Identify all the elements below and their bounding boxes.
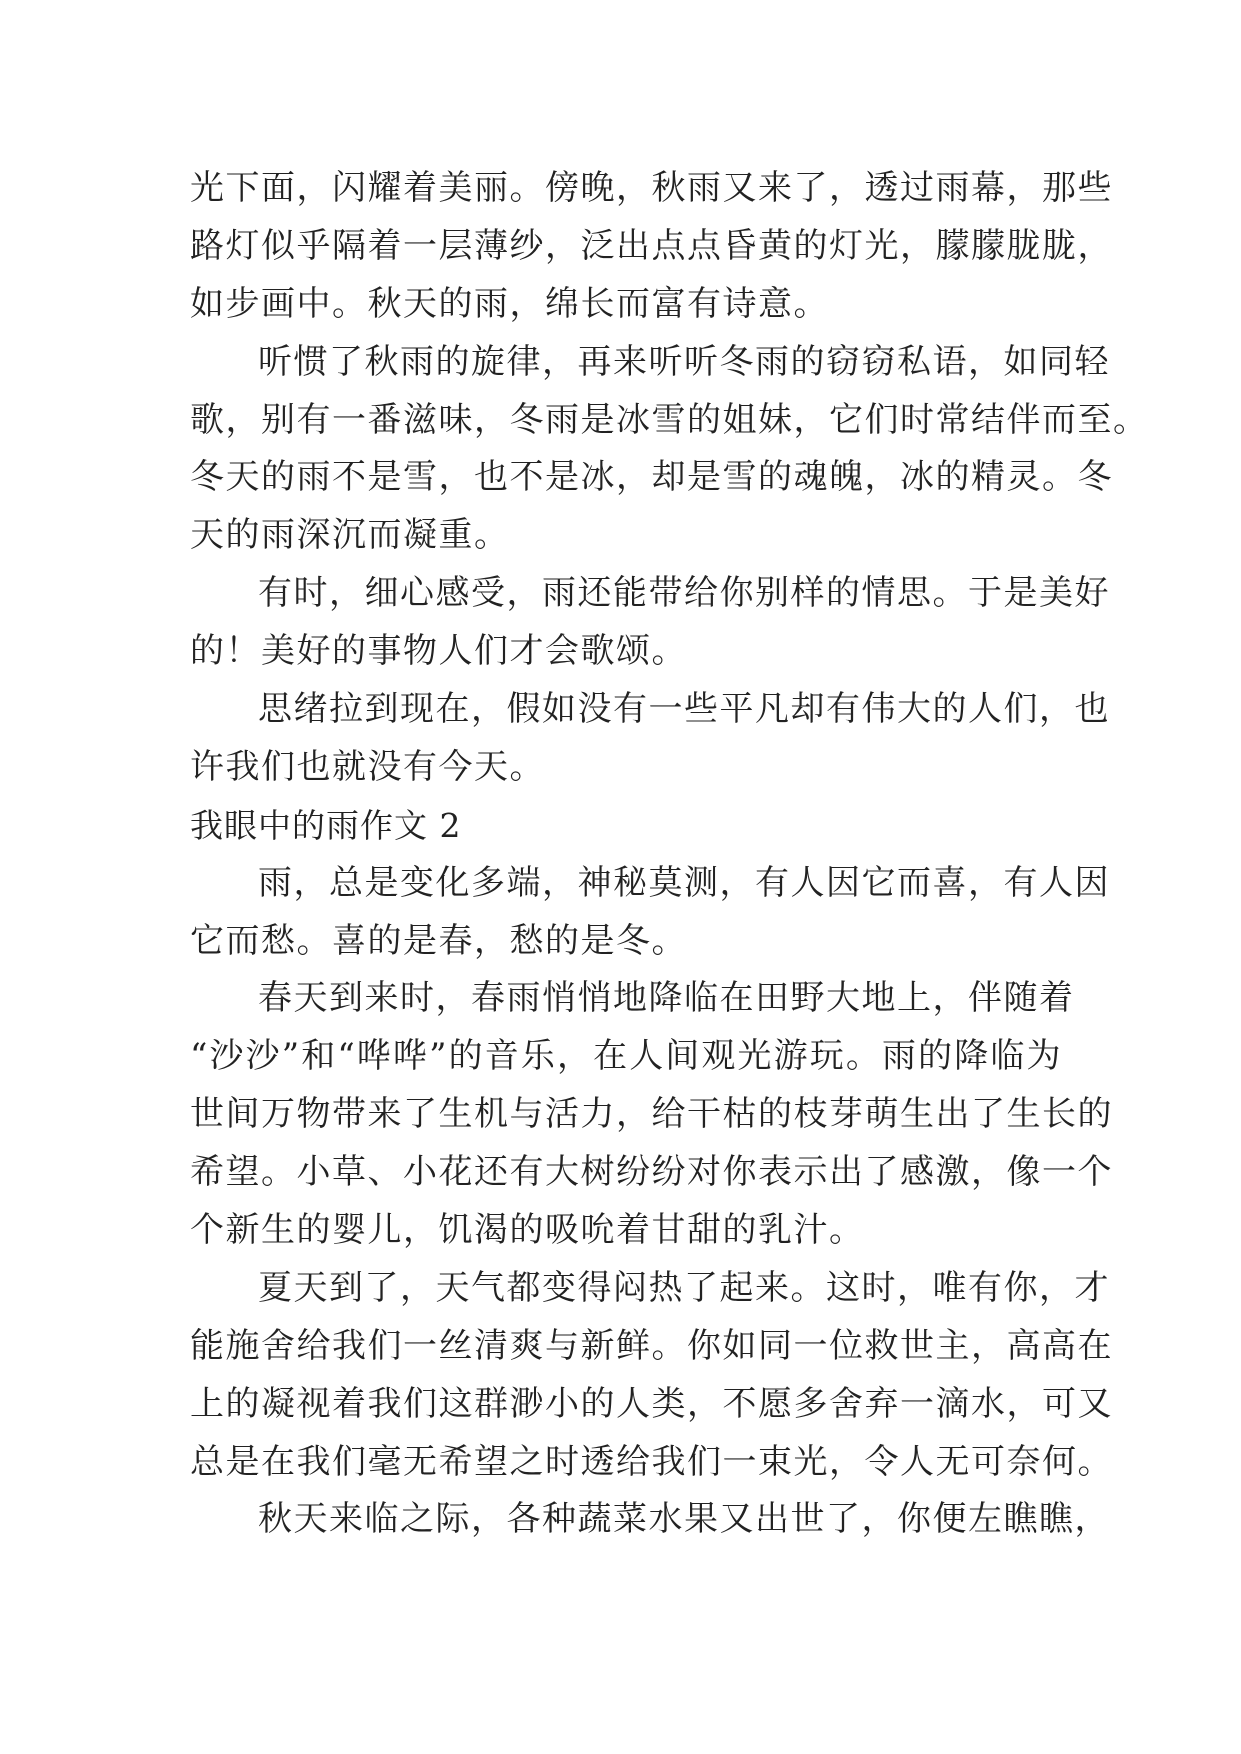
text-line: 春天到来时，春雨悄悄地降临在田野大地上，伴随着 (258, 978, 1075, 1019)
text-line: “沙沙”和“哗哗”的音乐，在人间观光游玩。雨的降临为 (190, 1036, 1062, 1077)
text-line: 个新生的婴儿，饥渴的吸吮着甘甜的乳汁。 (190, 1210, 865, 1251)
document-body (190, 160, 1149, 1549)
text-line: 天的雨深沉而凝重。 (190, 515, 510, 556)
text-line: 冬天的雨不是雪，也不是冰，却是雪的魂魄，冰的精灵。冬 (190, 457, 1113, 498)
text-line: 有时，细心感受，雨还能带给你别样的情思。于是美好 (258, 573, 1110, 614)
text-line: 夏天到了，天气都变得闷热了起来。这时，唯有你，才 (258, 1267, 1110, 1308)
text-line: 如步画中。秋天的雨，绵长而富有诗意。 (190, 283, 829, 324)
text-line: 希望。小草、小花还有大树纷纷对你表示出了感激，像一个 (190, 1152, 1113, 1193)
text-line: 路灯似乎隔着一层薄纱，泛出点点昏黄的灯光，朦朦胧胧， (190, 225, 1113, 266)
text-line: 听惯了秋雨的旋律，再来听听冬雨的窃窃私语，如同轻 (258, 341, 1110, 382)
text-line: 能施舍给我们一丝清爽与新鲜。你如同一位救世主，高高在 (190, 1325, 1113, 1366)
text-line: 雨，总是变化多端，神秘莫测，有人因它而喜，有人因 (258, 862, 1110, 903)
text-line: 秋天来临之际，各种蔬菜水果又出世了，你便左瞧瞧， (258, 1499, 1110, 1540)
text-line: 的！美好的事物人们才会歌颂。 (190, 631, 687, 672)
text-line: 上的凝视着我们这群渺小的人类，不愿多舍弃一滴水，可又 (190, 1383, 1113, 1424)
text-line: 歌，别有一番滋味，冬雨是冰雪的姐妹，它们时常结伴而至。 (190, 399, 1149, 440)
text-line: 许我们也就没有今天。 (190, 746, 545, 787)
text-line: 思绪拉到现在，假如没有一些平凡却有伟大的人们，也 (258, 689, 1110, 730)
text-line: 世间万物带来了生机与活力，给干枯的枝芽萌生出了生长的 (190, 1094, 1113, 1135)
text-line: 它而愁。喜的是春，愁的是冬。 (190, 920, 687, 961)
text-line: 光下面，闪耀着美丽。傍晚，秋雨又来了，透过雨幕，那些 (190, 168, 1113, 208)
section-heading: 我眼中的雨作文 2 (190, 805, 462, 845)
text-line: 总是在我们毫无希望之时透给我们一束光，令人无可奈何。 (190, 1441, 1113, 1482)
